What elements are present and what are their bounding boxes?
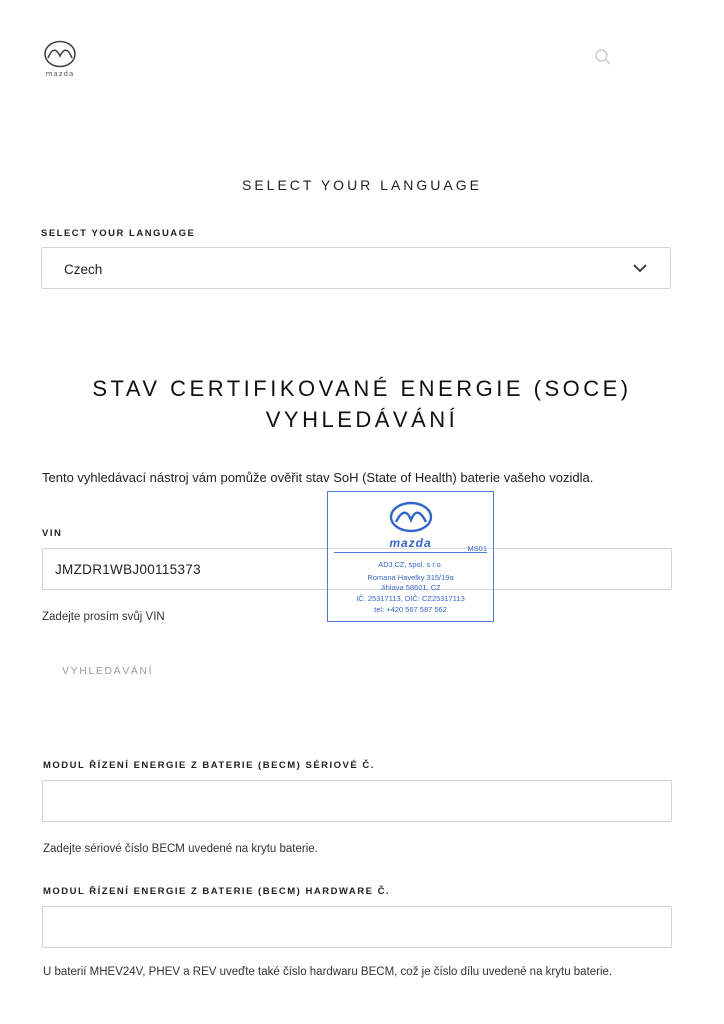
search-icon[interactable] (594, 48, 612, 66)
vin-hint: Zadejte prosím svůj VIN (42, 611, 165, 623)
language-select[interactable] (41, 247, 671, 289)
dealer-stamp (327, 491, 494, 622)
stamp-mazda-logo-icon (386, 501, 436, 533)
stamp-divider (334, 552, 487, 553)
becm-serial-label: MODUL ŘÍZENÍ ENERGIE Z BATERIE (BECM) SÉRIOVÉ Č. (43, 760, 375, 771)
becm-serial-input[interactable] (42, 780, 672, 822)
stamp-code: MS01 (467, 544, 487, 553)
becm-hardware-input[interactable] (42, 906, 672, 948)
stamp-street: Romana Havelky 315/19a (367, 573, 454, 582)
vin-input-value: JMZDR1WBJ00115373 (55, 562, 201, 577)
becm-hardware-hint: U baterií MHEV24V, PHEV a REV uveďte také číslo hardwaru BECM, což je číslo dílu uvedené na krytu baterie. (43, 966, 613, 978)
becm-serial-hint: Zadejte sériové číslo BECM uvedené na krytu baterie. (43, 843, 318, 855)
page-title-line-2: VYHLEDÁVÁNÍ (265, 407, 459, 432)
stamp-ids: IČ: 25317113, DIČ: CZ25317113 (356, 594, 465, 603)
search-button[interactable]: VYHLEDÁVÁNÍ (62, 665, 154, 677)
mazda-logo-icon (38, 40, 82, 70)
language-field-label: SELECT YOUR LANGUAGE (41, 228, 196, 239)
page-title (0, 373, 724, 435)
intro-text: Tento vyhledávací nástroj vám pomůže ověřit stav SoH (State of Health) baterie vašeho vozidla. (42, 470, 594, 485)
mazda-logo[interactable] (38, 40, 82, 82)
page-title-line-1: STAV CERTIFIKOVANÉ ENERGIE (SOCE) (92, 376, 632, 401)
stamp-brand: mazda (389, 536, 432, 550)
language-heading: SELECT YOUR LANGUAGE (242, 177, 482, 193)
logo-wordmark: mazda (45, 70, 75, 78)
becm-hardware-label: MODUL ŘÍZENÍ ENERGIE Z BATERIE (BECM) HARDWARE Č. (43, 886, 391, 897)
stamp-company: ADJ.CZ, spol. s r.o. (378, 560, 443, 569)
stamp-phone: tel: +420 567 587 562 (374, 605, 447, 614)
vin-label: VIN (42, 528, 63, 539)
stamp-city: Jihlava 58601, CZ (380, 583, 441, 592)
chevron-down-icon (632, 262, 648, 274)
language-select-value: Czech (64, 262, 103, 277)
